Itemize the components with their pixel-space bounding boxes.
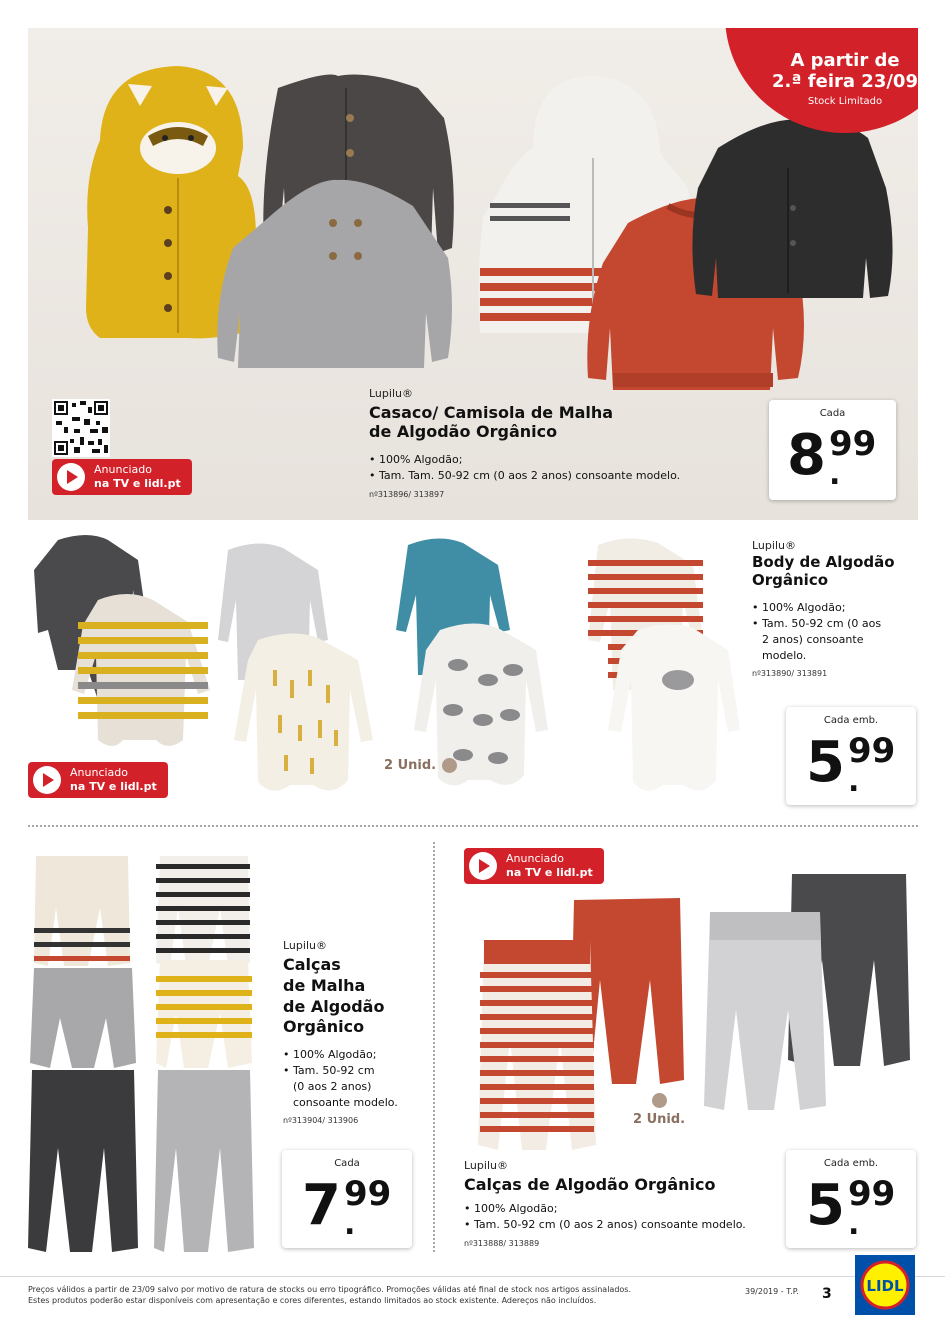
bodies-pack-count-text: 2 Unid.: [384, 758, 437, 773]
cotton-pants-price-integer: 5: [806, 1173, 845, 1238]
hero-price-dot: .: [829, 457, 841, 492]
hero-title-line-1: Casaco/ Camisola de Malha: [369, 403, 614, 422]
qr-code-icon[interactable]: [52, 399, 110, 457]
hero-price-label: Cada: [819, 408, 846, 419]
pack-dot-icon: [442, 758, 457, 773]
tv-badge-line-2: na TV e lidl.pt: [94, 477, 181, 490]
tv-badge-line-1: Anunciado: [94, 463, 152, 476]
footer-line-1: Preços válidos a partir de 23/09 salvo por motivo de ratura de stocks ou erro tipográfico. Promoções válidas até final de stock nos artigos assinalados.: [28, 1285, 632, 1294]
body-title-line-2: Orgânico: [752, 570, 829, 589]
body-feature-2-line-2: 2 anos) consoante: [762, 632, 864, 646]
cotton-pants-price-box: [786, 1150, 916, 1248]
yellow-striped-body-image: [72, 594, 210, 746]
grey-knit-pants-image: [30, 968, 136, 1068]
cotton-pants-price-label: Cada emb.: [823, 1158, 879, 1169]
pants-pack-count: [633, 1112, 685, 1127]
body-features: [752, 600, 932, 664]
cotton-pants-photo: [470, 870, 920, 1160]
play-icon: [57, 463, 85, 491]
badge-line-1: A partir de: [790, 50, 900, 71]
badge-line-3: Stock Limitado: [807, 96, 883, 107]
body-feature-2-line-1: • Tam. 50-92 cm (0 aos: [762, 616, 882, 630]
cream-striped-pants-image: [34, 856, 130, 966]
body-brand: Lupilu®: [752, 539, 796, 552]
hero-price-integer: 8: [787, 423, 826, 488]
hero-section: [28, 28, 918, 520]
white-elephant-body-image: [608, 624, 740, 790]
knit-pants-title-line-2: de Malha: [283, 975, 366, 995]
hero-features: [369, 452, 680, 484]
striped-pants-image: [478, 940, 596, 1150]
knit-pants-feature-2-line-3: consoante modelo.: [293, 1095, 398, 1109]
knit-pants-feature-2-line-2: (0 aos 2 anos): [293, 1079, 372, 1093]
knit-pants-brand: Lupilu®: [283, 939, 327, 952]
hero-reference: nº313896/ 313897: [369, 490, 445, 499]
tv-badge-line-1: Anunciado: [506, 852, 564, 865]
body-feature-2-line-3: modelo.: [762, 648, 807, 662]
cotton-pants-brand: Lupilu®: [464, 1159, 508, 1172]
knit-pants-title-line-3: de Algodão: [283, 996, 385, 1016]
charcoal-knit-pants-image: [28, 1070, 138, 1252]
hero-price-decimals: 99: [829, 424, 877, 464]
knit-pants-features: [283, 1047, 423, 1111]
knit-pants-feature-2: [283, 1063, 423, 1111]
body-reference: nº313890/ 313891: [752, 669, 828, 678]
knit-pants-price-box: [282, 1150, 412, 1248]
cotton-pants-price-dot: .: [848, 1207, 860, 1242]
lidl-logo: [855, 1255, 915, 1315]
tv-badge-line-2: na TV e lidl.pt: [506, 866, 593, 879]
footer-line-2: Estes produtos poderão estar disponíveis com apresentação e cores diferentes, estando limitados ao stock existente. Adereços não incluídos.: [28, 1295, 597, 1305]
lidl-logo-text: LIDL: [866, 1277, 904, 1295]
body-price-box: [786, 707, 916, 805]
hero-price-box: [769, 400, 896, 500]
knit-pants-reference: nº313904/ 313906: [283, 1116, 359, 1125]
footer-disclaimer: [28, 1285, 631, 1307]
knit-pants-price-integer: 7: [302, 1173, 341, 1238]
body-title: [752, 554, 895, 589]
body-title-line-1: Body de Algodão: [752, 553, 895, 571]
cotton-pants-feature-2: • Tam. 50-92 cm (0 aos 2 anos) consoante modelo.: [464, 1217, 746, 1233]
body-price-dot: .: [848, 764, 860, 799]
cotton-pants-feature-1: • 100% Algodão;: [464, 1201, 746, 1217]
knit-pants-photo: [28, 848, 268, 1268]
light-grey-pants-image: [704, 912, 826, 1110]
cotton-pants-title: Calças de Algodão Orgânico: [464, 1175, 716, 1194]
section-divider: [28, 825, 918, 827]
pack-dot-icon: [652, 1093, 667, 1108]
knit-pants-price-label: Cada: [334, 1158, 360, 1169]
hero-brand: Lupilu®: [369, 387, 413, 400]
knit-pants-feature-2-line-1: • Tam. 50-92 cm: [293, 1063, 375, 1077]
play-icon: [33, 766, 61, 794]
knit-pants-price-dot: .: [344, 1207, 356, 1242]
knit-pants-price-decimals: 99: [344, 1174, 392, 1214]
column-divider: [433, 842, 435, 1252]
knit-pants-title: [283, 955, 384, 1038]
tv-badge-line-1: Anunciado: [70, 766, 128, 779]
knit-pants-title-line-1: Calças: [283, 955, 341, 974]
knit-pants-feature-1: • 100% Algodão;: [283, 1047, 423, 1063]
yellow-striped-pants-image: [156, 960, 252, 1068]
pants-pack-count-text: 2 Unid.: [633, 1112, 686, 1127]
hero-feature-2: • Tam. Tam. 50-92 cm (0 aos 2 anos) consoante modelo.: [369, 468, 680, 484]
cotton-pants-features: [464, 1201, 746, 1233]
footer-rule: [0, 1276, 945, 1277]
black-striped-pants-image: [156, 856, 250, 966]
bodies-pack-count: [384, 758, 457, 773]
footer-week: 39/2019 - T.P.: [745, 1287, 799, 1296]
body-feature-1: • 100% Algodão;: [752, 600, 932, 616]
hero-title-line-2: de Algodão Orgânico: [369, 421, 558, 441]
body-price-decimals: 99: [848, 731, 896, 771]
knit-pants-title-line-4: Orgânico: [283, 1017, 365, 1037]
tv-announcement-badge[interactable]: [52, 459, 192, 495]
tv-badge-line-2: na TV e lidl.pt: [70, 780, 157, 793]
cotton-pants-reference: nº313888/ 313889: [464, 1239, 540, 1248]
bodies-tv-announcement-badge[interactable]: [28, 762, 168, 798]
hero-title: [369, 404, 613, 441]
page-number: 3: [822, 1286, 832, 1302]
hero-feature-1: • 100% Algodão;: [369, 452, 680, 468]
body-price-label: Cada emb.: [823, 715, 879, 726]
black-cardigan-image: [692, 120, 892, 298]
body-price-integer: 5: [806, 730, 845, 795]
giraffe-print-body-image: [234, 633, 373, 790]
body-feature-2: [752, 616, 932, 664]
badge-line-2: 2.ª feira 23/09: [772, 71, 918, 92]
cotton-pants-price-decimals: 99: [848, 1174, 896, 1214]
light-grey-knit-pants-image: [154, 1070, 254, 1252]
